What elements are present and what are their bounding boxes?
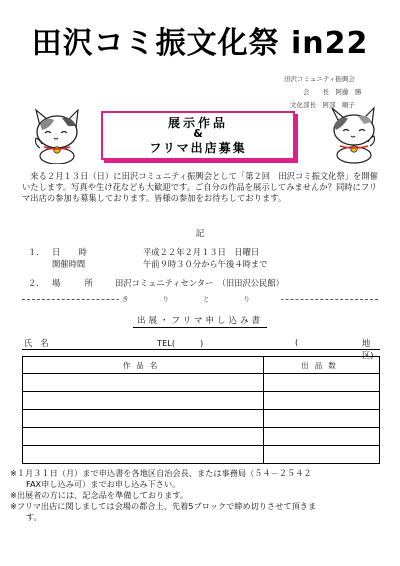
name-field-line[interactable] <box>22 337 380 360</box>
col-header-works: 作品名 <box>23 357 264 374</box>
organizer-name: 田沢コミュニティ振興会 <box>284 75 355 83</box>
works-cell[interactable] <box>23 374 264 392</box>
lucky-cat-icon <box>30 104 82 164</box>
area-label: 地区) <box>362 338 374 360</box>
note-deadline-cont: FAX申し込み可）までお申し込み下さい。 <box>26 479 181 489</box>
cut-label-char: り <box>241 295 282 303</box>
recruitment-banner <box>101 111 295 160</box>
cut-label-char: と <box>200 295 241 303</box>
form-title-text: 出展・フリマ申し込み書 <box>133 316 267 328</box>
count-cell[interactable] <box>264 446 380 464</box>
date-label: 日 時 <box>52 247 92 257</box>
name-label: 氏名 <box>24 338 57 348</box>
works-cell[interactable] <box>23 392 264 410</box>
tel-label: TEL( ) <box>157 338 204 348</box>
count-cell[interactable] <box>264 374 380 392</box>
page-title: 田沢コミ振文化祭 in22 <box>31 26 369 61</box>
banner-line-fleamarket: フリマ出店募集 <box>149 141 247 155</box>
works-cell[interactable] <box>23 446 264 464</box>
note-deadline: ※１月３１日（月）まで申込書を各地区自治会長、または事務局（５４－２５４２ <box>10 468 312 478</box>
cut-label-char: り <box>160 295 201 303</box>
cut-label-char: き <box>119 295 160 303</box>
works-cell[interactable] <box>23 428 264 446</box>
col-header-count: 出品数 <box>264 357 380 374</box>
intro-paragraph: 来る２月１３日（日）に田沢コミュニティ振興会として「第２回 田沢コミ振文化祭」を開催いたします。写真や生け花なども大歓迎です。ご自分の作品を展示してみませんか？同時にフリマ出店の参加も募集しております。皆様の参加をお待ちしております。 <box>22 171 378 203</box>
form-title <box>0 314 400 326</box>
lucky-cat-icon <box>328 104 380 164</box>
organizer-president: 会 長 阿藤 勝 <box>303 88 362 96</box>
notice-heading: 記 <box>195 229 205 239</box>
item-number: ２． <box>28 278 45 288</box>
table-row[interactable] <box>23 428 380 446</box>
item-number: １． <box>28 247 45 257</box>
hours-value: 午前９時３０分から午後４時まで <box>143 259 268 269</box>
works-cell[interactable] <box>23 410 264 428</box>
date-value: 平成２２年２月１３日 日曜日 <box>143 247 260 257</box>
table-row[interactable] <box>23 392 380 410</box>
area-open-paren: ( <box>295 337 299 347</box>
note-fleamarket: ※フリマ出店に関しましては会場の都合上、先着5ブロックで締め切りさせて頂きま <box>10 501 317 511</box>
venue-label: 場 所 <box>52 278 101 288</box>
hours-label: 開催時間 <box>52 259 86 269</box>
count-cell[interactable] <box>264 392 380 410</box>
table-row[interactable] <box>23 374 380 392</box>
cut-label <box>0 294 400 303</box>
banner-line-exhibits: 展示作品 <box>167 116 228 130</box>
table-row[interactable] <box>23 446 380 464</box>
table-row[interactable] <box>23 410 380 428</box>
table-header-row <box>23 357 380 374</box>
application-table <box>22 356 380 464</box>
venue-value: 田沢コミュニティセンター （旧田沢公民館） <box>115 278 284 288</box>
note-gift: ※出展者の方には、記念品を準備しております。 <box>10 490 189 500</box>
note-fleamarket-cont: す。 <box>26 512 42 522</box>
banner-line-and: & <box>193 127 203 140</box>
organizer-culture-head: 文化部長 阿部 順子 <box>290 101 355 109</box>
count-cell[interactable] <box>264 428 380 446</box>
count-cell[interactable] <box>264 410 380 428</box>
